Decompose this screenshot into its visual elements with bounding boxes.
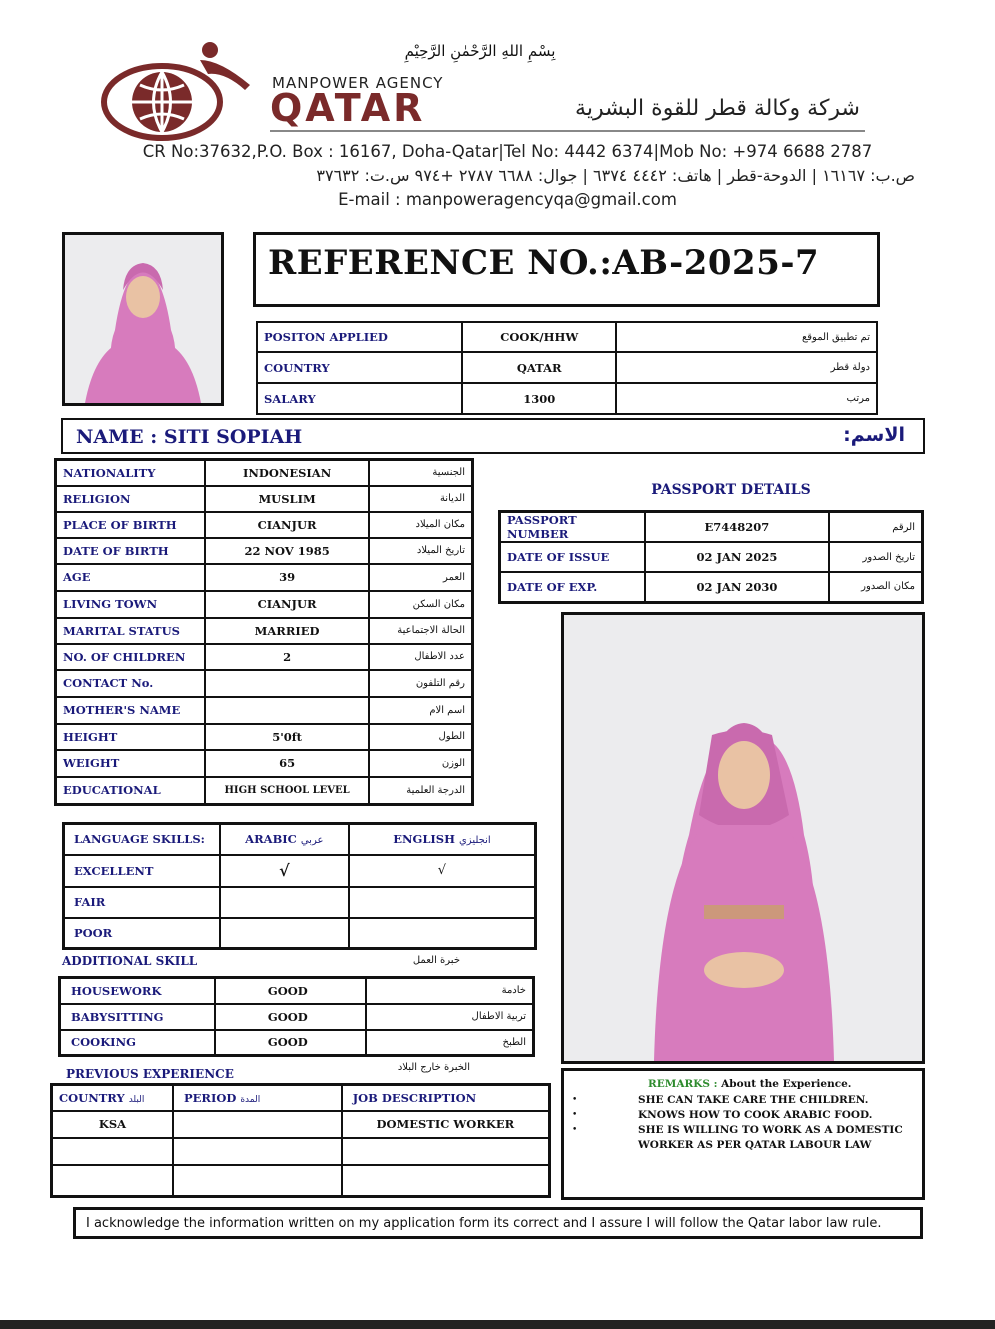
experience-period — [173, 1138, 342, 1165]
cell-label: NATIONALITY — [56, 460, 205, 486]
cell-value: HIGH SCHOOL LEVEL — [205, 777, 370, 805]
remark-line: SHE IS WILLING TO WORK AS A DOMESTIC WORKER AS PER QATAR LABOUR LAW — [638, 1124, 903, 1151]
contact-line-en: CR No:37632,P.O. Box : 16167, Doha-Qatar|Tel No: 4442 6374|Mob No: +974 6688 2787 — [142, 142, 873, 161]
arabic-label-ar: عربي — [300, 835, 324, 847]
table-row — [257, 352, 877, 383]
personal-details-table — [54, 458, 474, 806]
passport-number-label-ar: الرقم — [829, 512, 922, 543]
cell-label: DATE OF BIRTH — [56, 538, 205, 564]
experience-period — [173, 1165, 342, 1197]
skill-value: GOOD — [215, 1004, 366, 1030]
english-label-ar: انجليزي — [458, 835, 491, 847]
experience-title-ar: الخبرة خارج البلاد — [397, 1062, 470, 1073]
cell-label-ar: الجنسية — [369, 460, 472, 486]
table-row — [56, 670, 473, 697]
table-row — [52, 1111, 550, 1138]
reference-box — [253, 232, 880, 307]
table-row — [64, 918, 536, 949]
remarks-heading — [648, 1078, 851, 1090]
cell-value: 65 — [205, 750, 370, 777]
skill-value: GOOD — [215, 978, 366, 1004]
table-row — [56, 538, 473, 564]
passport-number-label: PASSPORT NUMBER — [500, 512, 645, 543]
remarks-lines — [638, 1093, 908, 1153]
skill-label: HOUSEWORK — [60, 978, 215, 1004]
english-check — [349, 887, 536, 918]
table-row — [500, 542, 923, 572]
table-row — [257, 322, 877, 352]
period-column — [173, 1085, 342, 1111]
cell-value: CIANJUR — [205, 512, 370, 538]
table-row — [64, 887, 536, 918]
remark-line: SHE CAN TAKE CARE THE CHILDREN. — [638, 1094, 869, 1106]
table-row — [56, 591, 473, 618]
applicant-name: NAME : SITI SOPIAH — [76, 426, 303, 448]
experience-job — [342, 1138, 550, 1165]
cell-label-ar: تاريخ الميلاد — [369, 538, 472, 564]
experience-job — [342, 1165, 550, 1197]
contact-email: E-mail : manpoweragencyqa@gmail.com — [338, 190, 677, 209]
bismillah: بِسْمِ اللهِ الرَّحْمٰنِ الرَّحِيْمِ — [404, 42, 556, 60]
table-row — [56, 564, 473, 591]
cell-label: NO. OF CHILDREN — [56, 644, 205, 670]
cell-label: LIVING TOWN — [56, 591, 205, 618]
position-table — [256, 321, 878, 415]
country-header: COUNTRY — [59, 1090, 125, 1105]
issue-date-label-ar: تاريخ الصدور — [829, 542, 922, 572]
reference-number: REFERENCE NO.:AB-2025-7 — [268, 243, 820, 283]
expiry-date-label-ar: مكان الصدور — [829, 572, 922, 602]
cell-label-ar: مكان السكن — [369, 591, 472, 618]
language-header: LANGUAGE SKILLS: — [64, 824, 220, 855]
table-row — [56, 618, 473, 644]
table-row — [64, 855, 536, 887]
country-column — [52, 1085, 173, 1111]
table-row — [52, 1138, 550, 1165]
country-label: COUNTRY — [257, 352, 462, 383]
experience-period — [173, 1111, 342, 1138]
cell-value: 2 — [205, 644, 370, 670]
cell-label: HEIGHT — [56, 724, 205, 750]
position-value: COOK/HHW — [462, 322, 616, 352]
skill-value: GOOD — [215, 1030, 366, 1056]
cell-label-ar: الديانة — [369, 486, 472, 512]
agency-name-small: MANPOWER AGENCY — [272, 74, 444, 92]
passport-table — [498, 510, 924, 604]
passport-title: PASSPORT DETAILS — [651, 482, 811, 498]
cell-label: AGE — [56, 564, 205, 591]
country-value: QATAR — [462, 352, 616, 383]
acknowledgement-text: I acknowledge the information written on my application form its correct and I assure I will follow the Qatar labor law rule. — [86, 1216, 882, 1231]
additional-skill-table — [58, 976, 535, 1057]
skill-label: COOKING — [60, 1030, 215, 1056]
arabic-column — [220, 824, 349, 855]
agency-name-arabic: شركة وكالة قطر للقوة البشرية — [575, 96, 860, 121]
cell-value — [205, 670, 370, 697]
additional-skill-title: ADDITIONAL SKILL — [62, 954, 198, 968]
english-check: √ — [349, 855, 536, 887]
cell-value: MARRIED — [205, 618, 370, 644]
level-label: EXCELLENT — [64, 855, 220, 887]
cell-value: INDONESIAN — [205, 460, 370, 486]
arabic-check: √ — [220, 855, 349, 887]
english-check — [349, 918, 536, 949]
cell-label-ar: الوزن — [369, 750, 472, 777]
cell-label-ar: الطول — [369, 724, 472, 750]
skill-label: BABYSITTING — [60, 1004, 215, 1030]
cell-label: CONTACT No. — [56, 670, 205, 697]
cell-label-ar: الحالة الاجتماعية — [369, 618, 472, 644]
job-header: JOB DESCRIPTION — [342, 1085, 550, 1111]
applicant-photo-full — [561, 612, 925, 1064]
experience-title: PREVIOUS EXPERIENCE — [66, 1067, 234, 1081]
position-label: POSITON APPLIED — [257, 322, 462, 352]
table-row — [60, 1004, 534, 1030]
cell-label-ar: العمر — [369, 564, 472, 591]
cell-label: MOTHER'S NAME — [56, 697, 205, 724]
name-bar — [61, 418, 925, 454]
position-label-ar: تم تطبيق الموقع — [616, 322, 877, 352]
table-row — [500, 572, 923, 602]
table-row — [56, 750, 473, 777]
cell-label: EDUCATIONAL — [56, 777, 205, 805]
table-row — [500, 512, 923, 543]
experience-country: KSA — [52, 1111, 173, 1138]
contact-line-ar: ص.ب: ١٦١٦٧ | الدوحة-قطر | هاتف: ٤٤٤٢ ٦٣٧٤ | جوال: ٦٦٨٨ ٢٧٨٧ +٩٧٤ س.ت: ٣٧٦٣٢ — [316, 166, 915, 185]
salary-value: 1300 — [462, 383, 616, 414]
experience-job: DOMESTIC WORKER — [342, 1111, 550, 1138]
arabic-check — [220, 887, 349, 918]
table-row — [60, 1030, 534, 1056]
experience-table — [50, 1083, 551, 1198]
table-row — [257, 383, 877, 414]
level-label: POOR — [64, 918, 220, 949]
country-label-ar: دولة قطر — [616, 352, 877, 383]
page-bottom-edge — [0, 1320, 995, 1329]
table-row — [56, 697, 473, 724]
skill-label-ar: خادمة — [366, 978, 533, 1004]
table-row — [52, 1165, 550, 1197]
cell-value: 5'0ft — [205, 724, 370, 750]
cell-label: MARITAL STATUS — [56, 618, 205, 644]
table-row — [56, 486, 473, 512]
expiry-date-label: DATE OF EXP. — [500, 572, 645, 602]
cell-label-ar: عدد الاطفال — [369, 644, 472, 670]
arabic-check — [220, 918, 349, 949]
cell-label-ar: الدرجة العلمية — [369, 777, 472, 805]
table-row — [52, 1085, 550, 1111]
skill-label-ar: تربية الاطفال — [366, 1004, 533, 1030]
salary-label-ar: مرتب — [616, 383, 877, 414]
passport-number-value: E7448207 — [645, 512, 830, 543]
issue-date-label: DATE OF ISSUE — [500, 542, 645, 572]
cell-value: 22 NOV 1985 — [205, 538, 370, 564]
table-row — [64, 824, 536, 855]
experience-country — [52, 1165, 173, 1197]
cell-label-ar: مكان الميلاد — [369, 512, 472, 538]
arabic-label: ARABIC — [245, 832, 297, 847]
applicant-name-ar: الاسم: — [843, 424, 905, 446]
cell-label-ar: رقم التلفون — [369, 670, 472, 697]
remark-line: KNOWS HOW TO COOK ARABIC FOOD. — [638, 1109, 873, 1121]
experience-country — [52, 1138, 173, 1165]
english-column — [349, 824, 536, 855]
acknowledgement-box — [73, 1207, 923, 1239]
table-row — [56, 644, 473, 670]
cell-label: PLACE OF BIRTH — [56, 512, 205, 538]
table-row — [56, 460, 473, 486]
salary-label: SALARY — [257, 383, 462, 414]
table-row — [56, 512, 473, 538]
issue-date-value: 02 JAN 2025 — [645, 542, 830, 572]
level-label: FAIR — [64, 887, 220, 918]
additional-skill-title-ar: خبرة العمل — [412, 955, 460, 966]
applicant-photo-portrait — [62, 232, 224, 406]
table-row — [56, 777, 473, 805]
cell-value: CIANJUR — [205, 591, 370, 618]
country-header-ar: البلد — [128, 1094, 145, 1105]
cell-value: 39 — [205, 564, 370, 591]
cell-value: MUSLIM — [205, 486, 370, 512]
table-row — [56, 724, 473, 750]
agency-logo — [100, 40, 260, 145]
language-skills-table — [62, 822, 537, 950]
cell-label: WEIGHT — [56, 750, 205, 777]
period-header-ar: المدة — [240, 1094, 261, 1105]
remarks-label: REMARKS : — [648, 1078, 718, 1090]
cell-value — [205, 697, 370, 724]
skill-label-ar: الطبخ — [366, 1030, 533, 1056]
period-header: PERIOD — [183, 1090, 237, 1105]
cell-label-ar: اسم الام — [369, 697, 472, 724]
cell-label: RELIGION — [56, 486, 205, 512]
agency-name-big: QATAR — [270, 86, 426, 130]
remarks-box — [561, 1068, 925, 1200]
remarks-intro: About the Experience. — [721, 1078, 852, 1090]
table-row — [60, 978, 534, 1004]
expiry-date-value: 02 JAN 2030 — [645, 572, 830, 602]
header-rule — [270, 130, 865, 132]
remarks-bullets: • • • — [572, 1095, 578, 1135]
english-label: ENGLISH — [393, 832, 455, 847]
